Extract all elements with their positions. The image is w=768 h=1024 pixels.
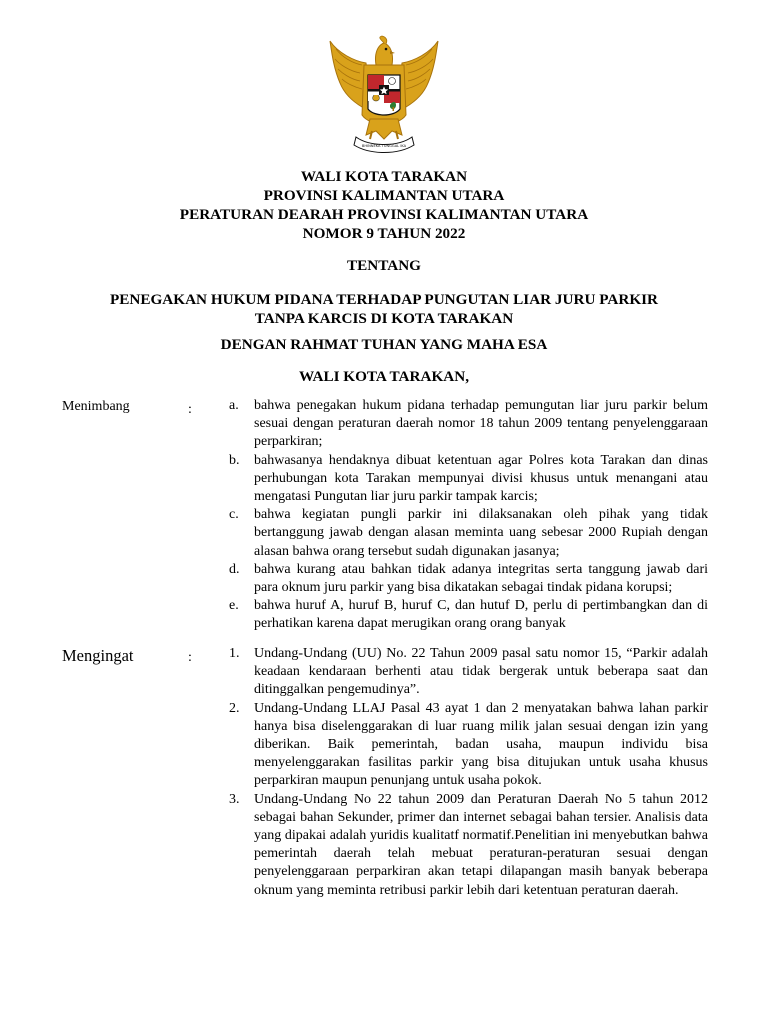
menimbang-item: c. bahwa kegiatan pungli parkir ini dilaksanakan oleh pihak yang tidak bertanggung jawab dengan alasan meminta uang sebesar 2000 Rupiah dengan alasan bahwa orang tersebut sudah digunakan jasanya;	[229, 507, 708, 559]
mengingat-item: 2. Undang-Undang LLAJ Pasal 43 ayat 1 dan 2 menyatakan bahwa lahan parkir hanya bisa diselenggarakan di luar ruang milik jalan sesuai dengan izin yang diberikan. Baik pemerintah, badan usaha, maupun individu bisa menyelenggarakan fasilitas parkir yang bisa ditujukan untuk usaha khusus perparkiran maupun penunjang untuk usaha pokok.	[229, 700, 708, 789]
header-line-provinsi: PROVINSI KALIMANTAN UTARA	[263, 187, 505, 204]
menimbang-item: b. bahwasanya hendaknya dibuat ketentuan agar Polres kota Tarakan dan dinas perhubungan kota Tarakan mempunyai divisi khusus untuk menangani atau mengatasi Pungutan liar juru parkir tampak karcis;	[229, 452, 708, 505]
menimbang-item: d. bahwa kurang atau bahkan tidak adanya integritas serta tanggung jawab dari para oknum juru parkir yang bisa dikatakan sebagai tindak pidana korupsi;	[229, 561, 708, 596]
header-wali-kota: WALI KOTA TARAKAN,	[298, 368, 470, 385]
svg-text:BHINNEKA TUNGGAL IKA: BHINNEKA TUNGGAL IKA	[361, 144, 407, 148]
mengingat-item: 3. Undang-Undang No 22 tahun 2009 dan Peraturan Daerah No 5 tahun 2012 sebagai bahan Sekunder, primer dan internet sebagai bahan tersier. Analisis data yang dipakai adalah yuridis kualitatf normatif.Penelitian ini menyebutkan bahwa pemerintah daerah telah mebuat peraturan-peraturan sesuai dengan penyelenggaraan perparkiran akan tetapi dilapangan masih banyak beberapa oknum yang meminta retribusi parkir lebih dari ketentuan peraturan daerah.	[229, 791, 708, 898]
header-rahmat: DENGAN RAHMAT TUHAN YANG MAHA ESA	[220, 336, 548, 353]
menimbang-item: a. bahwa penegakan hukum pidana terhadap pemungutan liar juru parkir belum sesuai dengan peraturan daerah nomor 18 tahun 2009 tentang penyelenggaraan perparkiran;	[229, 398, 708, 450]
garuda-head	[375, 43, 392, 65]
mengingat-item: 1. Undang-Undang (UU) No. 22 Tahun 2009 pasal satu nomor 15, “Parkir adalah keadaan kendaraan berhenti atau tidak bergerak untuk beberapa saat dan ditinggalkan pengemudinya”.	[229, 646, 708, 698]
menimbang-colon: :	[188, 402, 192, 417]
menimbang-item: e. bahwa huruf A, huruf B, huruf C, dan hutuf D, perlu di pertimbangkan dan di perhatikan karena dapat merugikan orang orang banyak	[229, 598, 708, 632]
title-line-1: PENEGAKAN HUKUM PIDANA TERHADAP PUNGUTAN LIAR JURU PARKIR	[109, 291, 659, 308]
header-line-wali-kota: WALI KOTA TARAKAN	[300, 168, 468, 185]
header-line-peraturan: PERATURAN DEARAH PROVINSI KALIMANTAN UTARA	[179, 206, 589, 223]
menimbang-label: Menimbang	[62, 399, 130, 414]
title-line-2: TANPA KARCIS DI KOTA TARAKAN	[254, 310, 514, 327]
menimbang-list	[229, 397, 708, 634]
garuda-emblem	[326, 35, 442, 155]
mengingat-label: Mengingat	[62, 646, 134, 665]
header-line-nomor: NOMOR 9 TAHUN 2022	[302, 225, 466, 242]
mengingat-list	[229, 645, 708, 900]
header-tentang: TENTANG	[347, 257, 421, 274]
mengingat-colon: :	[188, 650, 192, 665]
shield	[368, 75, 400, 115]
